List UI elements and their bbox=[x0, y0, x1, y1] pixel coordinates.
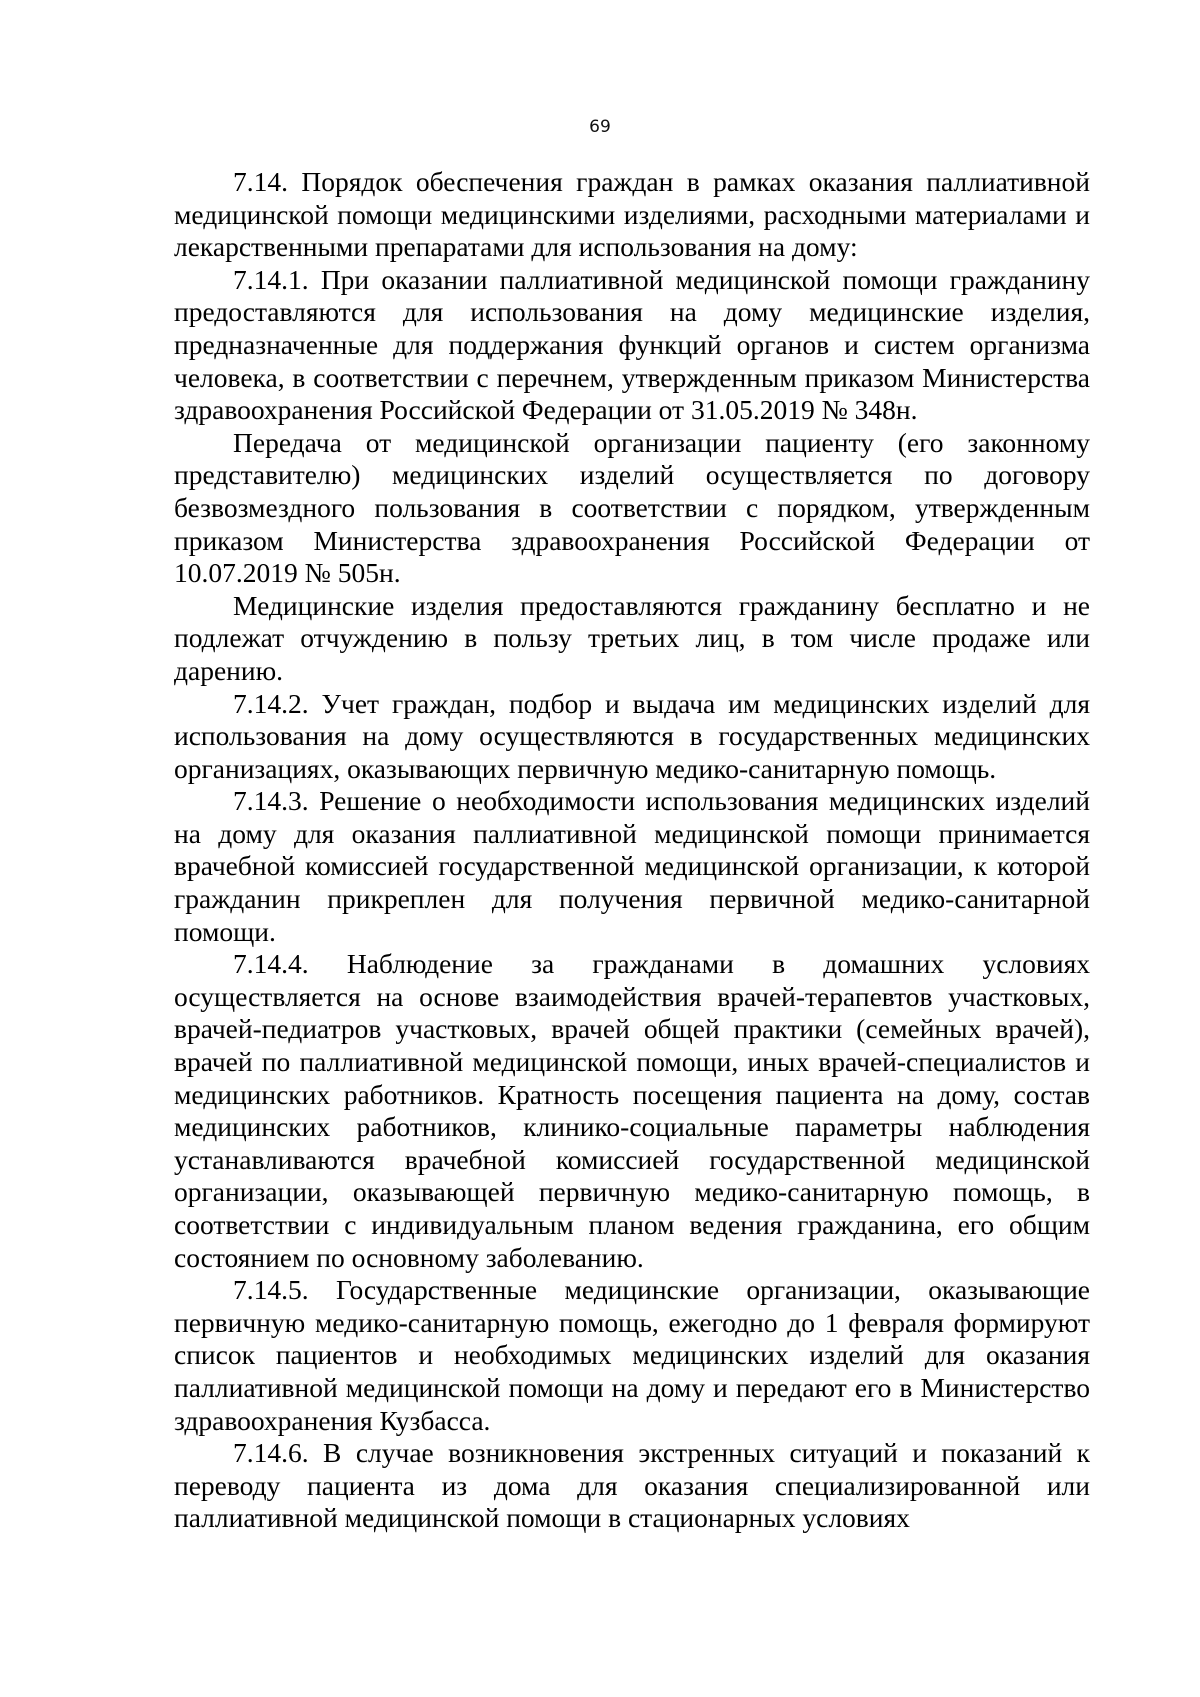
paragraph-7-14-1: 7.14.1. При оказании паллиативной медицинской помощи гражданину предоставляются для использования на дому медицинские изделия, предназначенные для поддержания функций органов и систем организма человека, в соответствии с перечнем, утвержденным приказом Министерства здравоохранения Российской Федерации от 31.05.2019 № 348н. bbox=[174, 263, 1090, 426]
paragraph-7-14-2: 7.14.2. Учет граждан, подбор и выдача им медицинских изделий для использования на дому осуществляются в государственных медицинских организациях, оказывающих первичную медико-санитарную помощь. bbox=[174, 687, 1090, 784]
document-body bbox=[174, 166, 1090, 1535]
paragraph-7-14-4: 7.14.4. Наблюдение за гражданами в домашних условиях осуществляется на основе взаимодействия врачей-терапевтов участковых, врачей-педиатров участковых, врачей общей практики (семейных врачей), врачей по паллиативной медицинской помощи, иных врачей-специалистов и медицинских работников. Кратность посещения пациента на дому, состав медицинских работников, клинико-социальные параметры наблюдения устанавливаются врачебной комиссией государственной медицинской организации, оказывающей первичную медико-санитарную помощь, в соответствии с индивидуальным планом ведения гражданина, его общим состоянием по основному заболеванию. bbox=[174, 948, 1090, 1273]
paragraph-7-14-6: 7.14.6. В случае возникновения экстренных ситуаций и показаний к переводу пациента из дома для оказания специализированной или паллиативной медицинской помощи в стационарных условиях bbox=[174, 1437, 1090, 1534]
paragraph-transfer: Передача от медицинской организации пациенту (его законному представителю) медицинских изделий осуществляется по договору безвозмездного пользования в соответствии с порядком, утвержденным приказом Министерства здравоохранения Российской Федерации от 10.07.2019 № 505н. bbox=[174, 426, 1090, 589]
paragraph-7-14-3: 7.14.3. Решение о необходимости использования медицинских изделий на дому для оказания паллиативной медицинской помощи принимается врачебной комиссией государственной медицинской организации, к которой гражданин прикреплен для получения первичной медико-санитарной помощи. bbox=[174, 785, 1090, 947]
paragraph-free-provision: Медицинские изделия предоставляются гражданину бесплатно и не подлежат отчуждению в пользу третьих лиц, в том числе продаже или дарению. bbox=[174, 589, 1090, 686]
paragraph-7-14-5: 7.14.5. Государственные медицинские организации, оказывающие первичную медико-санитарную помощь, ежегодно до 1 февраля формируют список пациентов и необходимых медицинских изделий для оказания паллиативной медицинской помощи на дому и передают его в Министерство здравоохранения Кузбасса. bbox=[174, 1274, 1090, 1436]
paragraph-7-14: 7.14. Порядок обеспечения граждан в рамках оказания паллиативной медицинской помощи медицинскими изделиями, расходными материалами и лекарственными препаратами для использования на дому: bbox=[174, 166, 1090, 263]
page-number: 69 bbox=[589, 117, 611, 137]
